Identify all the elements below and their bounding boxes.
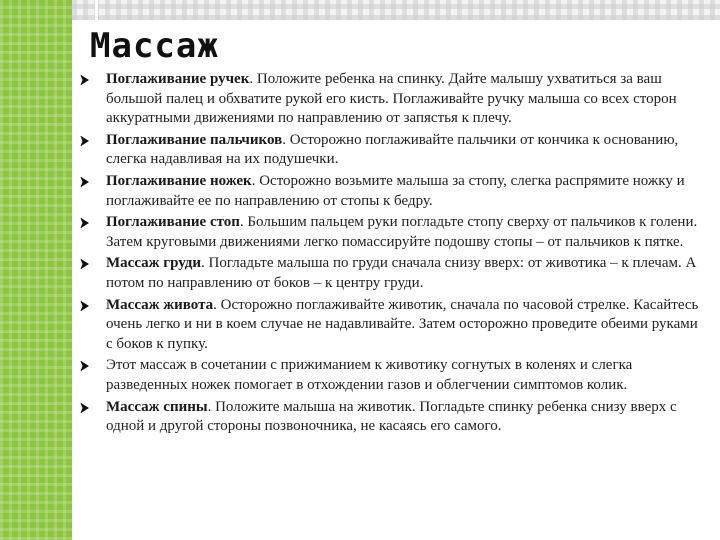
decorative-top-band [72, 0, 720, 20]
arrow-bullet-icon [80, 299, 90, 311]
bullet-list [0, 70, 720, 439]
item-lead: Массаж живота [106, 296, 214, 313]
list-item [0, 356, 720, 395]
list-item [0, 131, 720, 170]
list-item [0, 70, 720, 129]
item-lead: Поглаживание ручек [106, 71, 250, 87]
arrow-bullet-icon [80, 401, 90, 413]
item-text: . Осторожно поглаживайте пальчики от кончика к основанию, слегка надавливая на их подушечки. [106, 131, 679, 168]
item-text: . Осторожно поглаживайте животик, сначала по часовой стрелке. Касайтесь очень легко и ни в коем случае не надавливайте. Затем осторожно проведите обеими руками с боков к пупку. [106, 296, 699, 352]
list-item [0, 296, 720, 355]
arrow-bullet-icon [80, 257, 90, 269]
arrow-bullet-icon [80, 73, 90, 85]
item-lead: Поглаживание ножек [106, 172, 252, 189]
arrow-bullet-icon [80, 359, 90, 371]
list-item [0, 213, 720, 252]
item-lead: Поглаживание пальчиков [106, 131, 283, 148]
list-item [0, 398, 720, 437]
arrow-bullet-icon [80, 216, 90, 228]
slide-title: Массаж [90, 26, 219, 66]
item-lead: Массаж спины [106, 398, 208, 415]
item-text: . Большим пальцем руки погладьте стопу сверху от пальчиков к голени. Затем круговыми движениями легко помассируйте подошву стопы – от пальчиков к пятке. [106, 214, 698, 250]
item-text: . Положите малыша на животик. Погладьте спинку ребенка снизу вверх с одной и другой стороны позвоночника, не касаясь его самого. [106, 398, 677, 435]
item-lead: Поглаживание стоп [106, 214, 240, 231]
list-item [0, 254, 720, 293]
item-lead: Массаж груди [106, 255, 202, 272]
item-text: . Погладьте малыша по груди сначала снизу вверх: от животика – к плечам. А потом по направлению от боков – к центру груди. [106, 255, 697, 291]
item-text: . Осторожно возьмите малыша за стопу, слегка распрямите ножку и поглаживайте ее по направлению от стопы к бедру. [106, 172, 685, 209]
list-item [0, 172, 720, 211]
item-text: . Положите ребенка на спинку. Дайте малышу ухватиться за ваш большой палец и обхватите рукой его кисть. Поглаживайте ручку малыша со всех сторон аккуратными движениями по направлению от запястья к плечу. [106, 71, 677, 127]
item-text: Этот массаж в сочетании с прижиманием к животику согнутых в коленях и слегка разведенных ножек помогает в отхождении газов и облегчении симптомов колик. [106, 357, 633, 393]
arrow-bullet-icon [80, 134, 90, 146]
arrow-bullet-icon [80, 175, 90, 187]
